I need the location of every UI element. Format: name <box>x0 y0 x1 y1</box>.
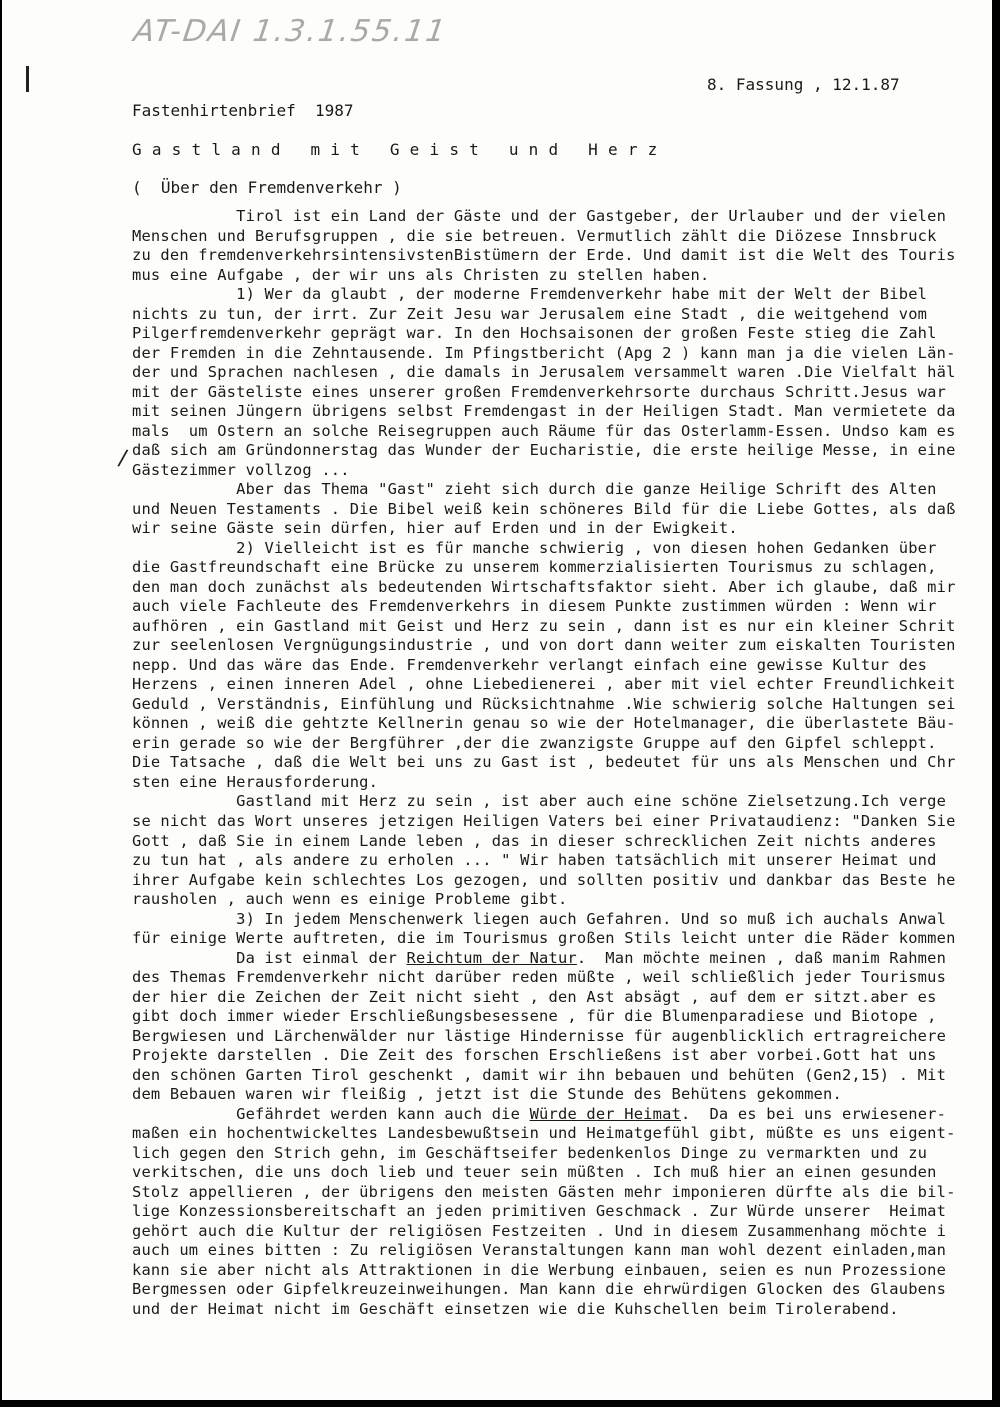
body-line: kann sie aber nicht als Attraktionen in die Werbung einbauen, seien es nun Prozessione <box>132 1260 947 1279</box>
body-line: Pilgerfremdenverkehr geprägt war. In den Hochsaisonen der großen Feste stieg die Zahl <box>132 324 937 343</box>
body-line: Projekte darstellen . Die Zeit des forschen Erschließens ist aber vorbei.Gott hat uns <box>132 1046 937 1065</box>
body-line: zur seelenlosen Vergnügungsindustrie , und von dort dann weiter zum eiskalten Touristen <box>132 636 956 655</box>
body-line: 3) In jedem Menschenwerk liegen auch Gefahren. Und so muß ich auchals Anwal <box>132 909 947 928</box>
body-line: Da ist einmal der Reichtum der Natur. Man möchte meinen , daß manim Rahmen <box>132 948 947 967</box>
letter-body <box>132 207 992 1319</box>
archive-stamp: AT-DAI 1.3.1.55.11 <box>131 14 450 49</box>
body-line: den man doch zunächst als bedeutenden Wirtschaftsfaktor sieht. Aber ich glaube, daß mir <box>132 577 956 596</box>
body-line: aufhören , ein Gastland mit Geist und Herz zu sein , dann ist es nur ein kleiner Schrit <box>132 616 956 635</box>
version-date-line: 8. Fassung , 12.1.87 <box>707 75 900 94</box>
body-line: zu den fremdenverkehrsintensivstenBistümern der Erde. Und damit ist die Welt des Touris <box>132 246 956 265</box>
body-line: erin gerade so wie der Bergführer ,der die zwanzigste Gruppe auf den Gipfel schleppt. <box>132 733 937 752</box>
body-line: Menschen und Berufsgruppen , die sie betreuen. Vermutlich zählt die Diözese Innsbruck <box>132 226 937 245</box>
body-line: auch viele Fachleute des Fremdenverkehrs in diesem Punkte zustimmen würden : Wenn wir <box>132 597 937 616</box>
body-line: lige Konzessionsbereitschaft an jeden primitiven Geschmack . Zur Würde unserer Heimat <box>132 1202 947 1221</box>
body-line: se nicht das Wort unseres jetzigen Heiligen Vaters bei einer Privataudienz: "Danken Sie <box>132 811 956 830</box>
body-line: und der Heimat nicht im Geschäft einsetzen wie die Kuhschellen beim Tirolerabend. <box>132 1299 899 1318</box>
body-line: Gästezimmer vollzog ... <box>132 460 350 479</box>
body-line: Gastland mit Herz zu sein , ist aber auch eine schöne Zielsetzung.Ich verge <box>132 792 947 811</box>
document-heading: Fastenhirtenbrief 1987 <box>132 101 354 120</box>
body-line: sten eine Herausforderung. <box>132 772 379 791</box>
body-line: gehört auch die Kultur der religiösen Festzeiten . Und in diesem Zusammenhang möchte i <box>132 1221 947 1240</box>
body-line: nepp. Und das wäre das Ende. Fremdenverkehr verlangt einfach eine gewisse Kultur des <box>132 655 928 674</box>
body-line: Aber das Thema "Gast" zieht sich durch die ganze Heilige Schrift des Alten <box>132 480 937 499</box>
body-line: Gott , daß Sie in einem Lande leben , das in dieser schrecklichen Zeit nichts anderes <box>132 831 937 850</box>
body-line: Herzens , einen inneren Adel , ohne Liebedienerei , aber mit viel echter Freundlichkeit <box>132 675 956 694</box>
body-line: können , weiß die gehtzte Kellnerin genau so wie der Hotelmanager, die überlastete Bäu- <box>132 714 956 733</box>
body-line: auch um eines bitten : Zu religiösen Veranstaltungen kann man wohl dezent einladen,man <box>132 1241 947 1260</box>
body-line: mals um Ostern an solche Reisegruppen auch Räume für das Osterlamm-Essen. Undso kam es <box>132 421 956 440</box>
body-line: mus eine Aufgabe , der wir uns als Christen zu stellen haben. <box>132 265 710 284</box>
body-line: verkitschen, die uns doch lieb und teuer sein müßten . Ich muß hier an einen gesunden <box>132 1163 937 1182</box>
margin-mark <box>26 66 29 92</box>
underlined-phrase: Würde der Heimat <box>529 1104 682 1123</box>
body-line: der hier die Zeichen der Zeit nicht sieht , den Ast absägt , auf dem er sitzt.aber es <box>132 987 937 1006</box>
body-line: Stolz appellieren , der übrigens den meisten Gästen mehr imponieren dürfte als die bil- <box>132 1182 956 1201</box>
body-line: der und Sprachen nachlesen , die damals in Jerusalem versammelt waren .Die Vielfalt häl <box>132 363 956 382</box>
body-line: und Neuen Testaments . Die Bibel weiß kein schöneres Bild für die Liebe Gottes, als daß <box>132 499 956 518</box>
body-line: mit der Gästeliste eines unserer großen Fremdenverkehrsorte durchaus Schritt.Jesus war <box>132 382 947 401</box>
document-subtitle: ( Über den Fremdenverkehr ) <box>132 178 402 197</box>
document-title: Gastland mit Geist und Herz <box>132 140 668 159</box>
body-line: nichts zu tun, der irrt. Zur Zeit Jesu war Jerusalem eine Stadt , die weitgehend vom <box>132 304 928 323</box>
body-line: den schönen Garten Tirol geschenkt , damit wir ihn bebauen und behüten (Gen2,15) . Mit <box>132 1065 947 1084</box>
body-line: Die Tatsache , daß die Welt bei uns zu Gast ist , bedeutet für uns als Menschen und Chr <box>132 753 956 772</box>
body-line: für einige Werte auftreten, die im Tourismus großen Stils leicht unter die Räder kommen <box>132 929 956 948</box>
body-line: Bergmessen oder Gipfelkreuzeinweihungen. Man kann die ehrwürdigen Glocken des Glaubens <box>132 1280 947 1299</box>
body-line: Bergwiesen und Lärchenwälder nur lästige Hindernisse für augenblicklich ertragreichere <box>132 1026 947 1045</box>
body-line: mit seinen Jüngern übrigens selbst Fremdengast in der Heiligen Stadt. Man vermietete da <box>132 402 956 421</box>
body-line: maßen ein hochentwickeltes Landesbewußtsein und Heimatgefühl gibt, müßte es uns eigent- <box>132 1124 956 1143</box>
document-page <box>2 0 992 1400</box>
body-line: Gefährdet werden kann auch die Würde der Heimat. Da es bei uns erwiesener- <box>132 1104 947 1123</box>
body-line: Geduld , Verständnis, Einfühlung und Rücksichtnahme .Wie schwierig solche Haltungen sei <box>132 694 956 713</box>
body-line: des Themas Fremdenverkehr nicht darüber reden müßte , weil schließlich jeder Tourismus <box>132 968 947 987</box>
body-line: zu tun hat , als andere zu erholen ... " Wir haben tatsächlich mit unserer Heimat und <box>132 851 937 870</box>
body-line: ihrer Aufgabe kein schlechtes Los gezogen, und sollten positiv und dankbar das Beste he <box>132 870 956 889</box>
body-line: 1) Wer da glaubt , der moderne Fremdenverkehr habe mit der Welt der Bibel <box>132 285 928 304</box>
body-line: daß sich am Gründonnerstag das Wunder der Eucharistie, die erste heilige Messe, in eine <box>132 441 956 460</box>
body-line: 2) Vielleicht ist es für manche schwierig , von diesen hohen Gedanken über <box>132 538 937 557</box>
body-line: rausholen , auch wenn es einige Probleme gibt. <box>132 890 568 909</box>
body-line: die Gastfreundschaft eine Brücke zu unserem kommerzialisierten Tourismus zu schlagen, <box>132 558 937 577</box>
margin-annotation-mark: / <box>116 445 129 472</box>
body-line: gibt doch immer wieder Erschließungsbesessene , für die Blumenparadiese und Biotope , <box>132 1007 937 1026</box>
body-line: Tirol ist ein Land der Gäste und der Gastgeber, der Urlauber und der vielen <box>132 207 947 225</box>
underlined-phrase: Reichtum der Natur <box>406 948 577 967</box>
body-line: lich gegen den Strich gehn, im Geschäftseifer bedenkenlos Dinge zu vermarkten und zu <box>132 1143 928 1162</box>
body-line: dem Bebauen waren wir fleißig , jetzt ist die Stunde des Behütens gekommen. <box>132 1085 842 1104</box>
body-line: wir seine Gäste sein dürfen, hier auf Erden und in der Ewigkeit. <box>132 519 738 538</box>
body-line: der Fremden in die Zehntausende. Im Pfingstbericht (Apg 2 ) kann man ja die vielen Län- <box>132 343 956 362</box>
